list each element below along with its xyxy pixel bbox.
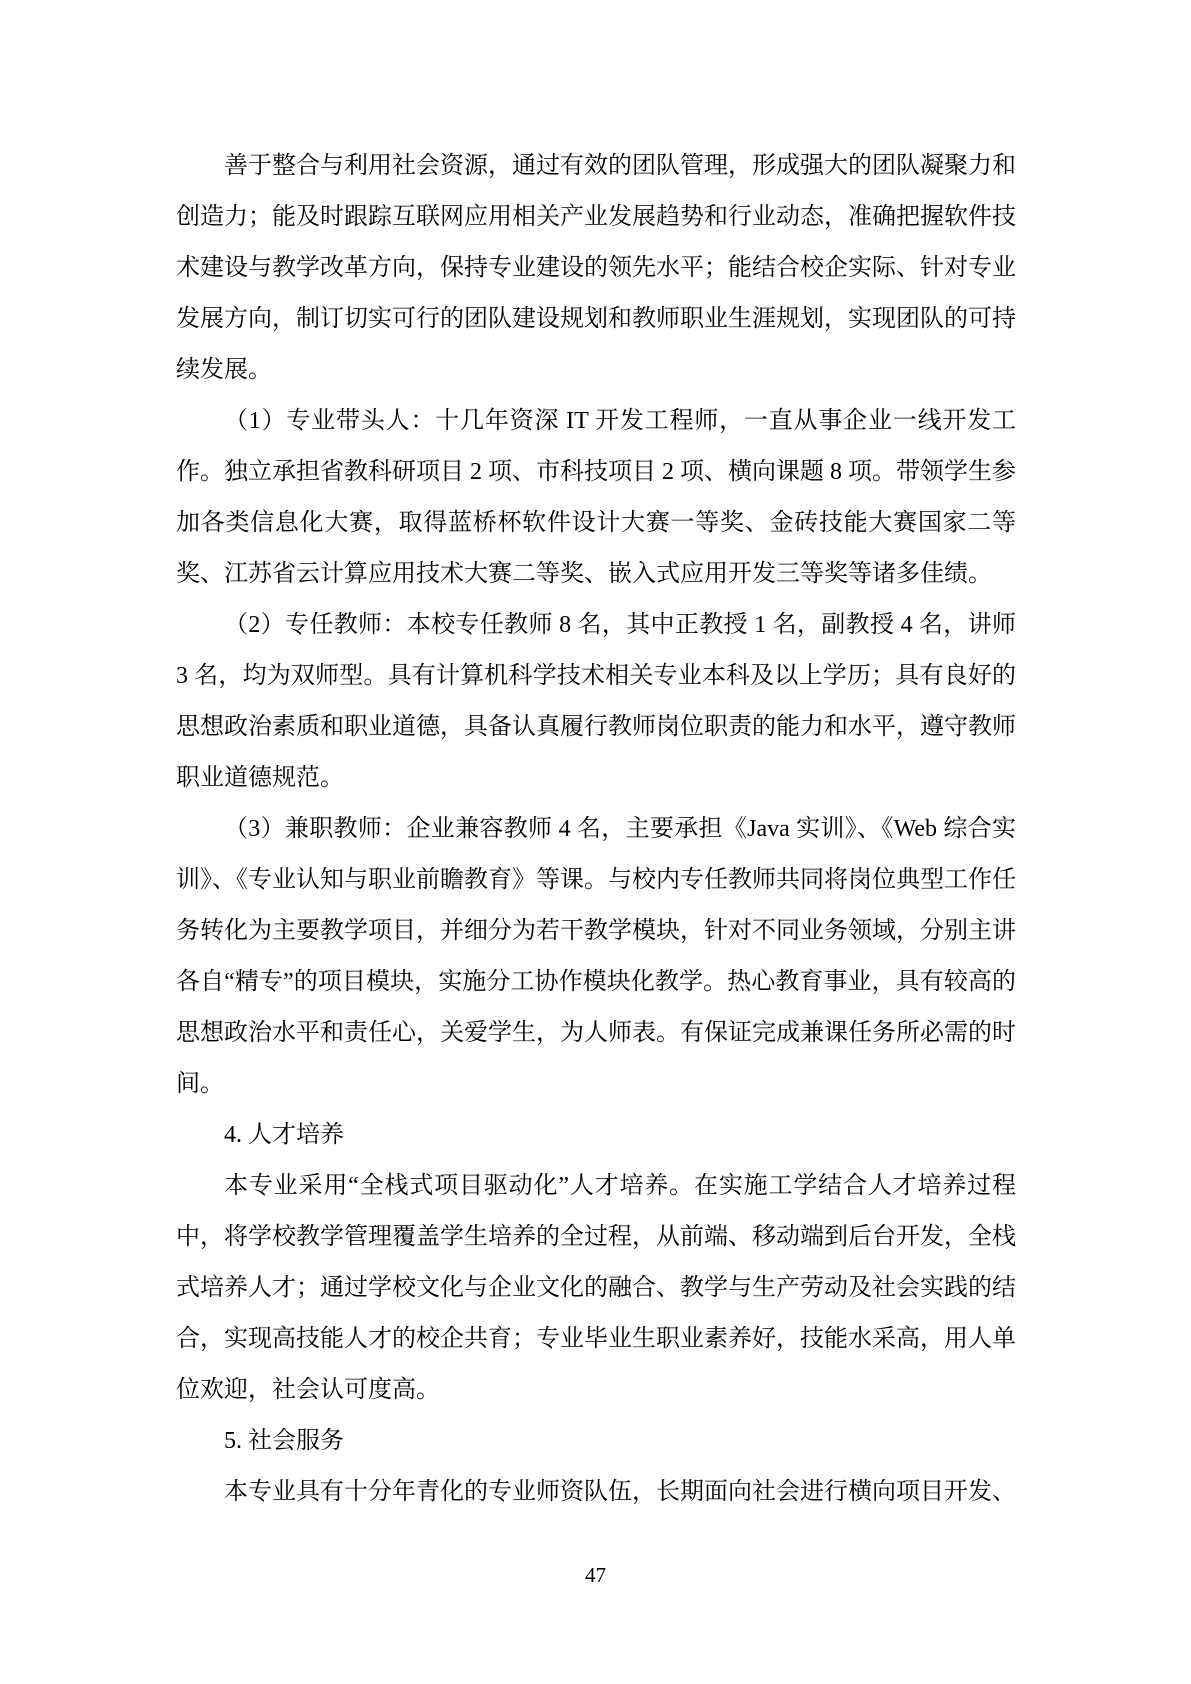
section-heading-talent-training: 4. 人才培养: [224, 1122, 344, 1148]
paragraph-item-fulltime-teachers: （2）专任教师：本校专任教师 8 名，其中正教授 1 名，副教授 4 名，讲师 3 名，均为双师型。具有计算机科学技术相关专业本科及以上学历；具有良好的思想政治素质和职业道德，具备认真履行教师岗位职责的能力和水平，遵守教师职业道德规范。: [176, 612, 1016, 791]
document-body: [176, 141, 1016, 1518]
paragraph-talent-training: 本专业采用“全栈式项目驱动化”人才培养。在实施工学结合人才培养过程中，将学校教学管理覆盖学生培养的全过程，从前端、移动端到后台开发，全栈式培养人才；通过学校文化与企业文化的融合、教学与生产劳动及社会实践的结合，实现高技能人才的校企共育；专业毕业生职业素养好，技能水采高，用人单位欢迎，社会认可度高。: [176, 1173, 1016, 1403]
paragraph-item-parttime-teachers: （3）兼职教师：企业兼容教师 4 名，主要承担《Java 实训》、《Web 综合实训》、《专业认知与职业前瞻教育》等课。与校内专任教师共同将岗位典型工作任务转化为主要教学项目，并细分为若干教学模块，针对不同业务领域，分别主讲各自“精专”的项目模块，实施分工协作模块化教学。热心教育事业，具有较高的思想政治水平和责任心，关爱学生，为人师表。有保证完成兼课任务所必需的时间。: [176, 816, 1016, 1097]
paragraph-social-service: 本专业具有十分年青化的专业师资队伍，长期面向社会进行横向项目开发、: [224, 1479, 1016, 1505]
page-footer: [0, 1563, 1191, 1587]
section-heading-social-service: 5. 社会服务: [224, 1428, 344, 1454]
paragraph-team-quality: 善于整合与利用社会资源，通过有效的团队管理，形成强大的团队凝聚力和创造力；能及时跟踪互联网应用相关产业发展趋势和行业动态，准确把握软件技术建设与教学改革方向，保持专业建设的领先水平；能结合校企实际、针对专业发展方向，制订切实可行的团队建设规划和教师职业生涯规划，实现团队的可持续发展。: [176, 153, 1016, 383]
page-number: 47: [585, 1563, 606, 1587]
paragraph-item-professional-leader: （1）专业带头人：十几年资深 IT 开发工程师，一直从事企业一线开发工作。独立承担省教科研项目 2 项、市科技项目 2 项、横向课题 8 项。带领学生参加各类信息化大赛，取得蓝桥杯软件设计大赛一等奖、金砖技能大赛国家二等奖、江苏省云计算应用技术大赛二等奖、嵌入式应用开发三等奖等诸多佳绩。: [176, 408, 1016, 587]
